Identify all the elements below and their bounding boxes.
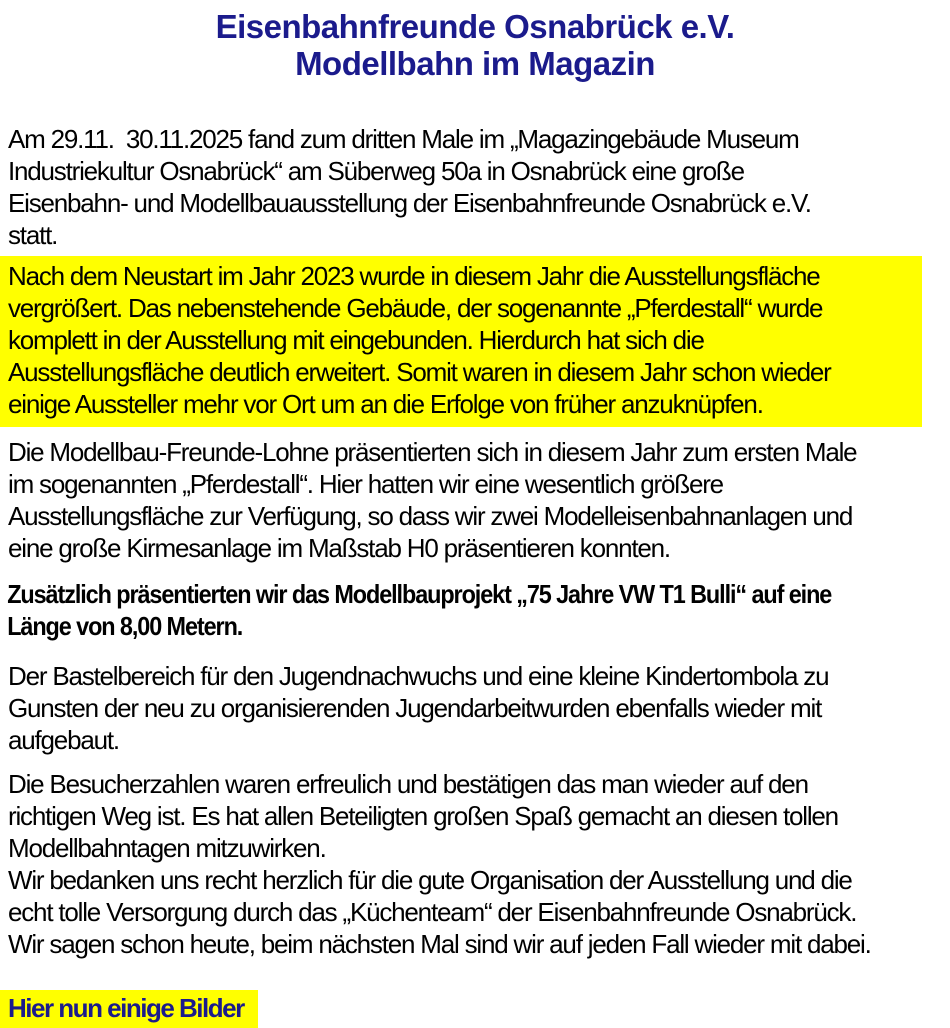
paragraph-bastelbereich: Der Bastelbereich für den Jugendnachwuchs und eine kleine Kindertombola zu Gunsten der neu zu organisierenden Jugendarbeitwurden ebenfalls wieder mit aufgebaut. [8,661,829,755]
paragraph-modellbau-freunde: Die Modellbau-Freunde-Lohne präsentierten sich in diesem Jahr zum ersten Male im sogenannten „Pferdestall“. Hier hatten wir eine wesentlich größere Ausstellungsfläche zur Verfügung, so dass wir zwei Modelleisenbahnanlagen und eine große Kirmesanlage im Maßstab H0 präsentieren konnten. [8,437,857,563]
page-title [0,8,950,82]
paragraph-besucherzahlen-dank: Die Besucherzahlen waren erfreulich und bestätigen das man wieder auf den richtigen Weg ist. Es hat allen Beteiligten großen Spaß gemacht an diesen tollen Modellbahntagen mitzuwirken. Wir bedanken uns recht herzlich für die gute Organisation der Ausstellung und die echt tolle Versorgung durch das „Küchenteam“ der Eisenbahnfreunde Osnabrück. Wir sagen schon heute, beim nächsten Mal sind wir auf jeden Fall wieder mit dabei. [8,769,871,959]
page-title-line-1: Eisenbahnfreunde Osnabrück e.V. [215,8,735,45]
page-title-line-2: Modellbahn im Magazin [295,45,655,82]
footer-label-highlight: Hier nun einige Bilder [0,990,258,1028]
paragraph-bold-modellbauprojekt: Zusätzlich präsentierten wir das Modellbauprojekt „75 Jahre VW T1 Bulli“ auf eine Länge von 8,00 Metern. [7,579,832,641]
highlighted-paragraph-block [0,256,922,427]
document-page [0,8,950,1028]
paragraph-intro: Am 29.11. 30.11.2025 fand zum dritten Male im „Magazingebäude Museum Industriekultur Osnabrück“ am Süberweg 50a in Osnabrück eine große Eisenbahn- und Modellbauausstellung der Eisenbahnfreunde Osnabrück e.V. statt. [8,124,811,250]
paragraph-highlighted-neustart: Nach dem Neustart im Jahr 2023 wurde in diesem Jahr die Ausstellungsfläche vergrößert. Das nebenstehende Gebäude, der sogenannte „Pferdestall“ wurde komplett in der Ausstellung mit eingebunden. Hierdurch hat sich die Ausstellungsfläche deutlich erweitert. Somit waren in diesem Jahr schon wieder einige Aussteller mehr vor Ort um an die Erfolge von früher anzuknüpfen. [8,261,831,419]
